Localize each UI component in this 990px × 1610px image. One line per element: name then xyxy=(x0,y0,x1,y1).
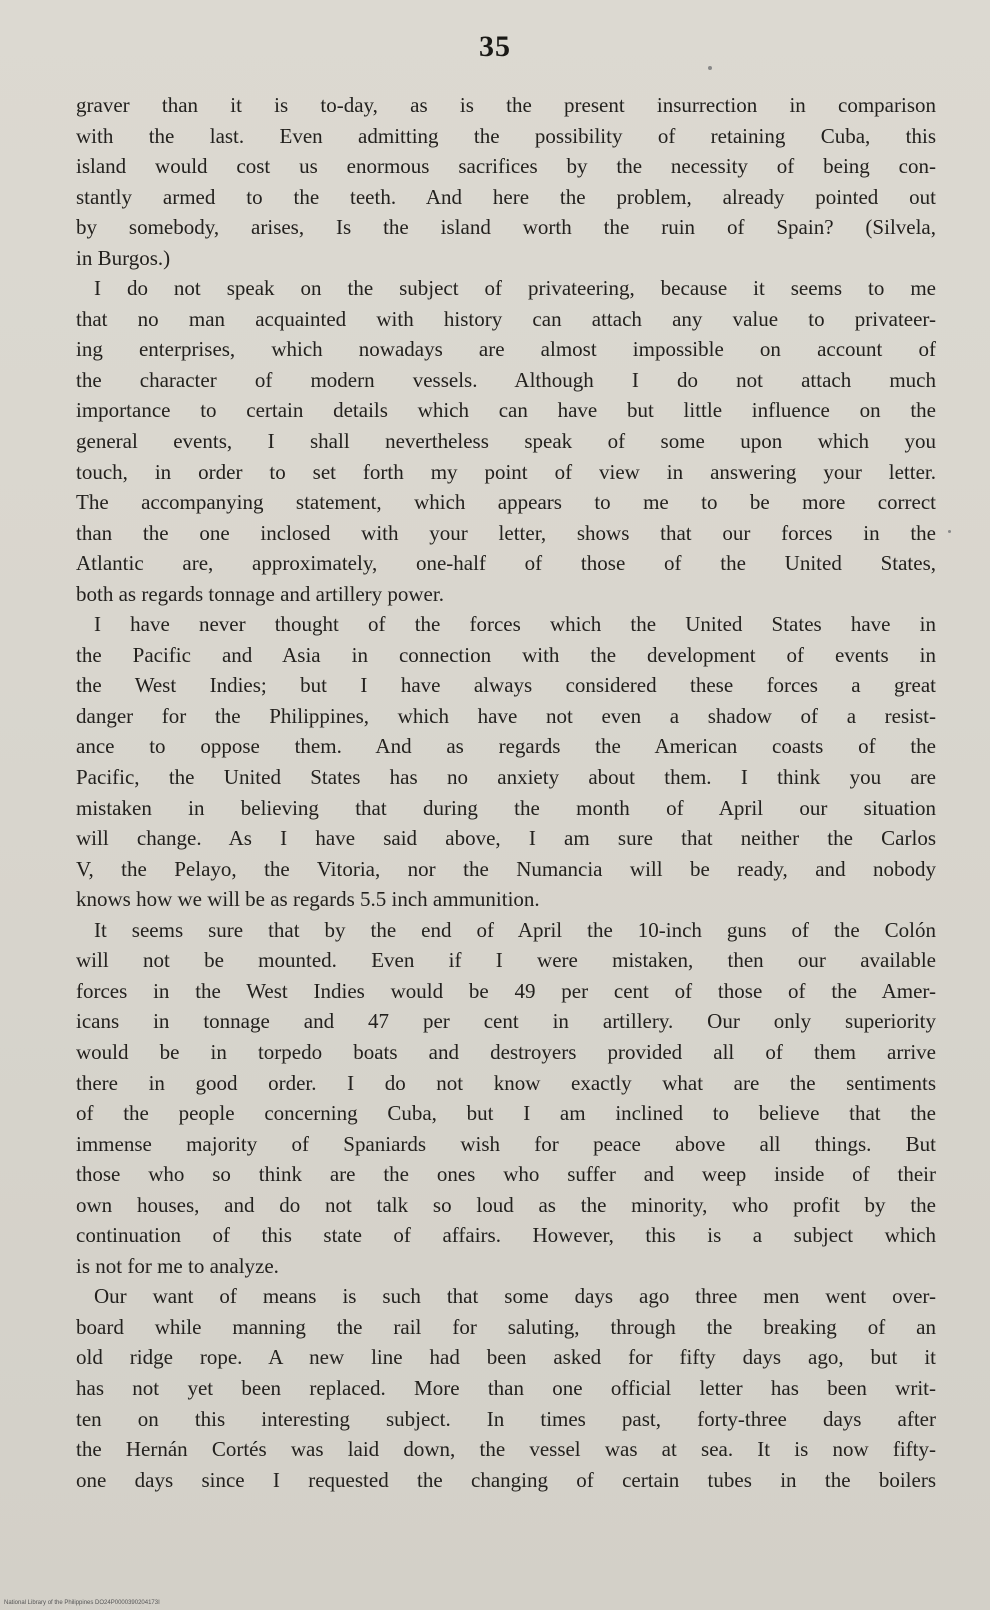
text-line: is not for me to analyze. xyxy=(76,1253,279,1278)
text-line: the Hernán Cortés was laid down, the vessel was at sea. It is now fifty- xyxy=(76,1437,936,1462)
text-line: that no man acquainted with history can attach any value to privateer- xyxy=(76,306,936,331)
text-line: knows how we will be as regards 5.5 inch ammunition. xyxy=(76,887,540,912)
text-line: ten on this interesting subject. In times past, forty-three days after xyxy=(76,1406,936,1431)
text-line: I do not speak on the subject of privateering, because it seems to me xyxy=(94,276,936,301)
text-line: It seems sure that by the end of April the 10-inch guns of the Colón xyxy=(94,917,936,942)
text-line: immense majority of Spaniards wish for peace above all things. But xyxy=(76,1131,936,1156)
page-number: 35 xyxy=(479,30,511,63)
text-line: would be in torpedo boats and destroyers provided all of them arrive xyxy=(76,1039,936,1064)
text-line: icans in tonnage and 47 per cent in artillery. Our only superiority xyxy=(76,1009,936,1034)
text-line: importance to certain details which can have but little influence on the xyxy=(76,398,936,423)
text-line: ance to oppose them. And as regards the American coasts of the xyxy=(76,734,936,759)
text-line: old ridge rope. A new line had been asked for fifty days ago, but it xyxy=(76,1345,936,1370)
text-line: will change. As I have said above, I am sure that neither the Carlos xyxy=(76,826,936,851)
text-line: mistaken in believing that during the month of April our situation xyxy=(76,795,936,820)
text-line: the character of modern vessels. Although I do not attach much xyxy=(76,367,936,392)
text-line: general events, I shall nevertheless speak of some upon which you xyxy=(76,429,936,454)
text-line: the Pacific and Asia in connection with the development of events in xyxy=(76,642,936,667)
text-line: one days since I requested the changing of certain tubes in the boilers xyxy=(76,1467,936,1492)
text-line: I have never thought of the forces which the United States have in xyxy=(94,612,936,637)
text-line: stantly armed to the teeth. And here the problem, already pointed out xyxy=(76,184,936,209)
text-line: by somebody, arises, Is the island worth the ruin of Spain? (Silvela, xyxy=(76,215,936,240)
text-line: board while manning the rail for saluting, through the breaking of an xyxy=(76,1314,936,1339)
text-line: continuation of this state of affairs. However, this is a subject which xyxy=(76,1223,936,1248)
text-line: both as regards tonnage and artillery power. xyxy=(76,581,444,606)
text-line: The accompanying statement, which appears to me to be more correct xyxy=(76,490,936,515)
text-line: the West Indies; but I have always considered these forces a great xyxy=(76,673,936,698)
text-line: of the people concerning Cuba, but I am inclined to believe that the xyxy=(76,1101,936,1126)
text-line: than the one inclosed with your letter, shows that our forces in the xyxy=(76,520,936,545)
text-line: forces in the West Indies would be 49 per cent of those of the Amer- xyxy=(76,978,936,1003)
text-line: those who so think are the ones who suffer and weep inside of their xyxy=(76,1162,936,1187)
text-line: there in good order. I do not know exactly what are the sentiments xyxy=(76,1070,936,1095)
text-line: Atlantic are, approximately, one-half of those of the United States, xyxy=(76,551,936,576)
text-line: in Burgos.) xyxy=(76,245,171,270)
text-line: Our want of means is such that some days ago three men went over- xyxy=(94,1284,936,1309)
text-line: graver than it is to-day, as is the present insurrection in comparison xyxy=(76,93,936,117)
text-line: own houses, and do not talk so loud as the minority, who profit by the xyxy=(76,1192,936,1217)
body-text xyxy=(76,90,936,1495)
library-footer: National Library of the Philippines DO24P0000390204173I xyxy=(4,1600,160,1606)
speck-mark xyxy=(708,66,712,70)
text-line: ing enterprises, which nowadays are almost impossible on account of xyxy=(76,337,936,362)
text-line: Pacific, the United States has no anxiety about them. I think you are xyxy=(76,765,936,790)
text-line: island would cost us enormous sacrifices by the necessity of being con- xyxy=(76,154,936,179)
text-line: has not yet been replaced. More than one official letter has been writ- xyxy=(76,1375,936,1400)
text-line: with the last. Even admitting the possibility of retaining Cuba, this xyxy=(76,123,936,148)
speck-mark xyxy=(948,530,951,533)
text-line: touch, in order to set forth my point of view in answering your letter. xyxy=(76,459,936,484)
text-line: V, the Pelayo, the Vitoria, nor the Numancia will be ready, and nobody xyxy=(76,856,936,881)
text-line: will not be mounted. Even if I were mistaken, then our available xyxy=(76,948,936,973)
text-line: danger for the Philippines, which have not even a shadow of a resist- xyxy=(76,703,936,728)
